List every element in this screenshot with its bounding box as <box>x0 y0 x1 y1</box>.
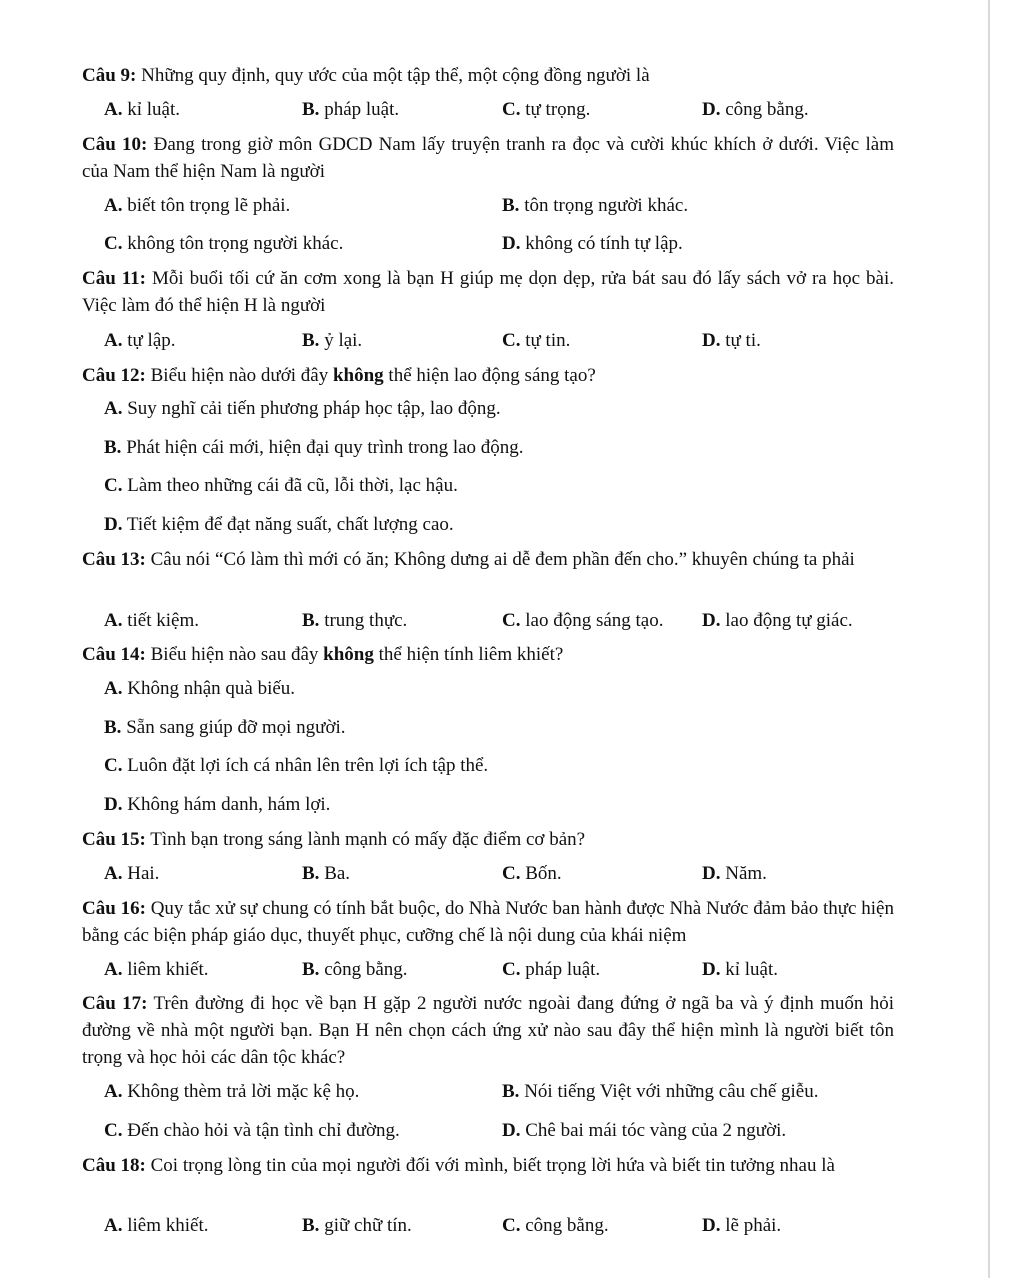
question-13: Câu 13: Câu nói “Có làm thì mới có ăn; Không dưng ai dễ đem phần đến cho.” khuyên chúng ta phải <box>82 549 855 570</box>
q14-option-b[interactable]: B. Sẵn sang giúp đỡ mọi người. <box>104 717 346 738</box>
page-edge-line <box>988 0 990 1278</box>
q13-option-a[interactable]: A. tiết kiệm. <box>104 610 199 631</box>
q15-option-d[interactable]: D. Năm. <box>702 863 767 884</box>
q18-option-a[interactable]: A. liêm khiết. <box>104 1215 209 1236</box>
question-10: Câu 10: Đang trong giờ môn GDCD Nam lấy truyện tranh ra đọc và cười khúc khích ở dưới. Việc làm của Nam thể hiện Nam là người <box>82 134 894 182</box>
q18-option-c[interactable]: C. công bằng. <box>502 1215 609 1236</box>
q15-option-a[interactable]: A. Hai. <box>104 863 160 884</box>
q9-option-a[interactable]: A. kỉ luật. <box>104 99 181 120</box>
q11-option-b[interactable]: B. ỷ lại. <box>302 330 363 351</box>
q16-option-d[interactable]: D. kỉ luật. <box>702 959 779 980</box>
q17-option-d[interactable]: D. Chê bai mái tóc vàng của 2 người. <box>502 1120 787 1141</box>
q13-option-d[interactable]: D. lao động tự giác. <box>702 610 853 631</box>
q18-option-b[interactable]: B. giữ chữ tín. <box>302 1215 412 1236</box>
q14-option-d[interactable]: D. Không hám danh, hám lợi. <box>104 794 331 815</box>
q13-option-b[interactable]: B. trung thực. <box>302 610 408 631</box>
q17-option-a[interactable]: A. Không thèm trả lời mặc kệ họ. <box>104 1081 360 1102</box>
question-14: Câu 14: Biểu hiện nào sau đây không thể hiện tính liêm khiết? <box>82 644 564 665</box>
question-17: Câu 17: Trên đường đi học về bạn H gặp 2 người nước ngoài đang đứng ở ngã ba và ý định muốn hỏi đường về nhà một người bạn. Bạn H nên chọn cách ứng xử nào sau đây thể hiện mình là người biết tôn trọng và học hỏi các dân tộc khác? <box>82 993 894 1068</box>
q16-option-c[interactable]: C. pháp luật. <box>502 959 601 980</box>
q17-option-c[interactable]: C. Đến chào hỏi và tận tình chỉ đường. <box>104 1120 400 1141</box>
q13-option-c[interactable]: C. lao động sáng tạo. <box>502 610 664 631</box>
q15-option-c[interactable]: C. Bốn. <box>502 863 562 884</box>
q10-option-d[interactable]: D. không có tính tự lập. <box>502 233 683 254</box>
q12-option-d[interactable]: D. Tiết kiệm để đạt năng suất, chất lượng cao. <box>104 514 454 535</box>
q12-option-c[interactable]: C. Làm theo những cái đã cũ, lỗi thời, lạc hậu. <box>104 475 458 496</box>
question-11: Câu 11: Mỗi buổi tối cứ ăn cơm xong là bạn H giúp mẹ dọn dẹp, rửa bát sau đó lấy sách vở ra học bài. Việc làm đó thể hiện H là người <box>82 268 894 316</box>
q16-option-a[interactable]: A. liêm khiết. <box>104 959 209 980</box>
q18-option-d[interactable]: D. lẽ phải. <box>702 1215 782 1236</box>
question-18: Câu 18: Coi trọng lòng tin của mọi người đối với mình, biết trọng lời hứa và biết tin tưởng nhau là <box>82 1155 835 1176</box>
q9-option-b[interactable]: B. pháp luật. <box>302 99 400 120</box>
emphasis-khong: không <box>332 365 384 386</box>
emphasis-khong: không <box>323 644 374 665</box>
question-15: Câu 15: Tình bạn trong sáng lành mạnh có mấy đặc điểm cơ bản? <box>82 829 586 850</box>
q11-option-d[interactable]: D. tự ti. <box>702 330 761 351</box>
question-12: Câu 12: Biểu hiện nào dưới đây không thể hiện lao động sáng tạo? <box>82 365 596 386</box>
q11-option-a[interactable]: A. tự lập. <box>104 330 176 351</box>
q10-option-a[interactable]: A. biết tôn trọng lẽ phải. <box>104 195 291 216</box>
q10-option-c[interactable]: C. không tôn trọng người khác. <box>104 233 344 254</box>
q17-option-b[interactable]: B. Nói tiếng Việt với những câu chế giễu. <box>502 1081 819 1102</box>
q15-option-b[interactable]: B. Ba. <box>302 863 351 884</box>
q16-option-b[interactable]: B. công bằng. <box>302 959 408 980</box>
q14-option-a[interactable]: A. Không nhận quà biếu. <box>104 678 296 699</box>
q9-option-d[interactable]: D. công bằng. <box>702 99 809 120</box>
q10-option-b[interactable]: B. tôn trọng người khác. <box>502 195 689 216</box>
q14-option-c[interactable]: C. Luôn đặt lợi ích cá nhân lên trên lợi ích tập thể. <box>104 755 489 776</box>
q12-option-a[interactable]: A. Suy nghĩ cải tiến phương pháp học tập, lao động. <box>104 398 501 419</box>
q9-option-c[interactable]: C. tự trọng. <box>502 99 591 120</box>
q12-option-b[interactable]: B. Phát hiện cái mới, hiện đại quy trình trong lao động. <box>104 437 524 458</box>
question-9: Câu 9: Những quy định, quy ước của một tập thể, một cộng đồng người là <box>82 65 650 86</box>
q11-option-c[interactable]: C. tự tin. <box>502 330 571 351</box>
question-16: Câu 16: Quy tắc xử sự chung có tính bắt buộc, do Nhà Nước ban hành được Nhà Nước đảm bảo thực hiện bằng các biện pháp giáo dục, thuyết phục, cưỡng chế là nội dung của khái niệm <box>82 898 894 946</box>
